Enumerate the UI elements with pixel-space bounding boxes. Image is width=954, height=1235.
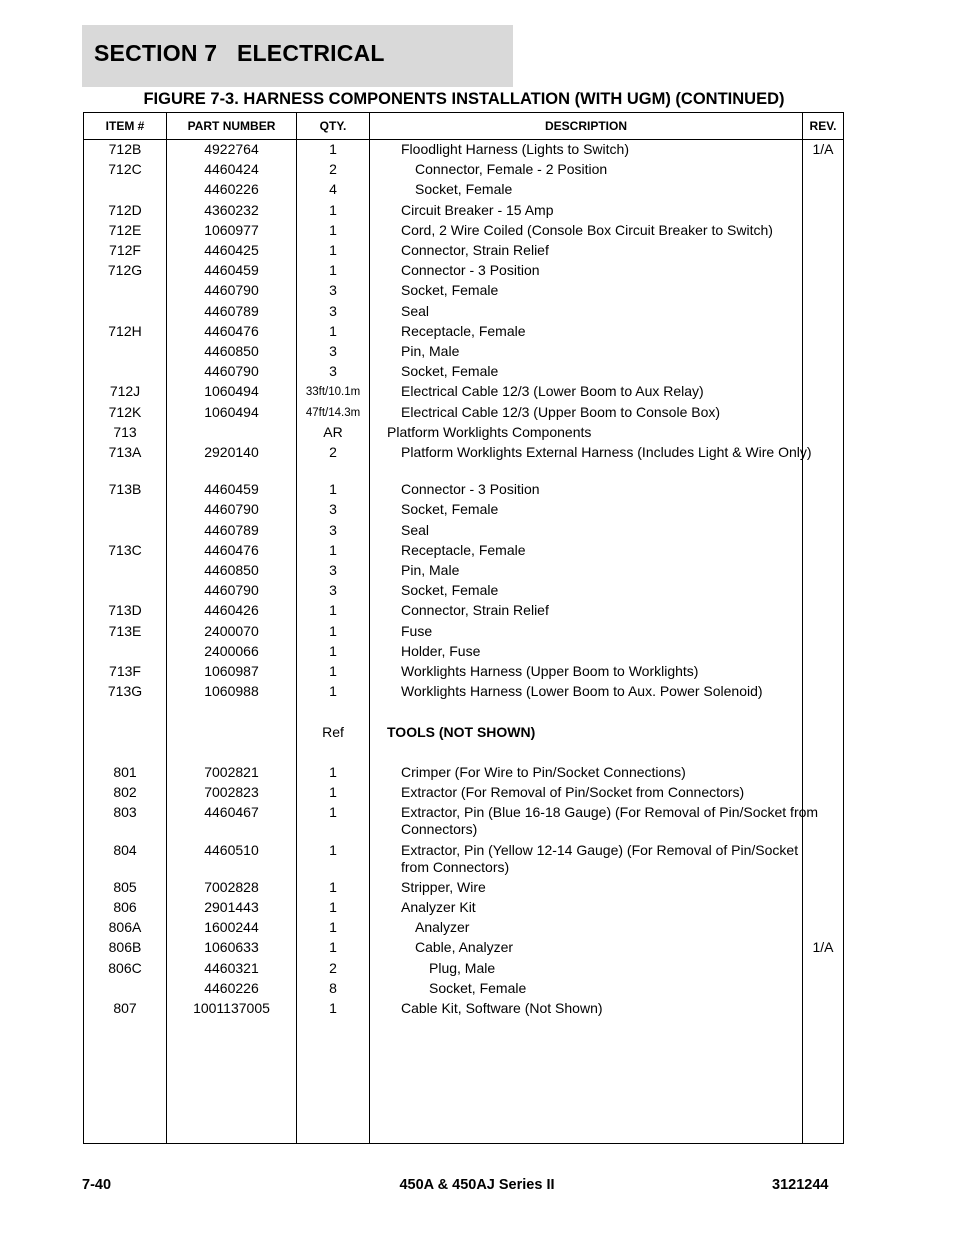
item-cell: 712D (108, 201, 142, 218)
description-cell: Cable, Analyzer (415, 939, 514, 956)
item-cell: 805 (113, 878, 137, 895)
qty-cell: 33ft/10.1m (305, 386, 361, 399)
item-cell: 712K (108, 403, 142, 420)
description-cell: Holder, Fuse (401, 642, 481, 659)
qty-cell: 2 (329, 444, 337, 460)
qty-cell: 1 (329, 878, 337, 895)
part-number-cell: 4460424 (204, 161, 259, 178)
description-cell: Socket, Female (401, 501, 499, 518)
part-number-cell: 1600244 (204, 919, 259, 936)
item-cell: 713A (108, 444, 142, 460)
part-number-cell: 4460467 (204, 804, 259, 821)
description-cell: Fuse (401, 622, 433, 639)
qty-cell: 1 (329, 322, 337, 339)
part-number-cell: 4460850 (204, 343, 259, 359)
part-number-cell: 1001137005 (193, 1000, 270, 1016)
description-cell: Connector, Strain Relief (401, 602, 549, 619)
part-number-cell: 4460790 (204, 501, 259, 518)
description-cell: Stripper, Wire (401, 878, 486, 895)
header-description: DESCRIPTION (544, 119, 627, 133)
part-number-cell: 1060977 (204, 221, 259, 238)
description-cell: Floodlight Harness (Lights to Switch) (401, 141, 629, 157)
qty-cell: 1 (329, 1000, 337, 1016)
description-cell: Receptacle, Female (401, 541, 526, 558)
header-qty: QTY. (319, 119, 347, 133)
item-cell: 712E (108, 221, 142, 238)
part-number-cell: 4922764 (204, 141, 259, 157)
parts-table (83, 112, 844, 1144)
qty-cell: 1 (329, 141, 337, 157)
column-divider (369, 113, 370, 1143)
qty-cell: 3 (329, 282, 337, 299)
item-cell: 712F (109, 242, 141, 258)
description-cell: Pin, Male (401, 343, 460, 359)
description-cell: Socket, Female (401, 363, 499, 380)
qty-cell: 1 (329, 262, 337, 279)
item-cell: 713E (108, 622, 142, 639)
qty-cell: 1 (329, 201, 337, 218)
qty-cell: 4 (329, 181, 337, 198)
qty-cell: 1 (329, 541, 337, 558)
qty-cell: 3 (329, 562, 337, 578)
footer-page-number: 7-40 (82, 1177, 112, 1193)
header-item: ITEM # (105, 119, 145, 133)
description-cell: Platform Worklights External Harness (Includes Light & Wire Only) (401, 444, 812, 460)
item-cell: 803 (113, 804, 137, 821)
qty-cell: 1 (329, 622, 337, 639)
description-cell: Extractor, Pin (Blue 16-18 Gauge) (For Removal of Pin/Socket from Connectors) (401, 804, 819, 838)
part-number-cell: 4460321 (204, 959, 259, 976)
qty-cell: 3 (329, 501, 337, 518)
part-number-cell: 1060988 (204, 683, 259, 700)
item-cell: 713F (109, 663, 141, 679)
part-number-cell: 7002821 (204, 764, 259, 780)
item-cell: 712G (107, 262, 143, 279)
part-number-cell: 2400066 (204, 642, 259, 659)
item-cell: 713B (108, 481, 142, 498)
description-cell: Seal (401, 521, 430, 538)
qty-cell: 3 (329, 363, 337, 380)
part-number-cell: 7002823 (204, 784, 259, 801)
item-cell: 713C (108, 541, 142, 558)
item-cell: 712H (108, 322, 142, 339)
qty-cell: 3 (329, 302, 337, 319)
item-cell: 806A (108, 919, 142, 936)
part-number-cell: 4460425 (204, 242, 259, 258)
qty-cell: 1 (329, 899, 337, 915)
qty-cell: 1 (329, 242, 337, 258)
description-cell: Socket, Female (401, 282, 499, 299)
part-number-cell: 4460459 (204, 481, 259, 498)
part-number-cell: 2901443 (204, 899, 259, 915)
description-cell: Electrical Cable 12/3 (Lower Boom to Aux Relay) (401, 383, 704, 400)
description-cell: Connector, Strain Relief (401, 242, 549, 258)
part-number-cell: 4460226 (204, 181, 259, 198)
part-number-cell: 4460790 (204, 582, 259, 599)
description-cell: Socket, Female (429, 979, 527, 996)
item-cell: 806B (108, 939, 142, 956)
part-number-cell: 1060633 (204, 939, 259, 956)
tools-heading: TOOLS (NOT SHOWN) (387, 723, 536, 740)
qty-cell: 1 (329, 841, 337, 858)
description-cell: Seal (401, 302, 430, 319)
part-number-cell: 4360232 (204, 201, 259, 218)
qty-cell: 1 (329, 663, 337, 679)
rev-cell: 1/A (812, 939, 834, 956)
item-cell: 804 (113, 841, 137, 858)
qty-cell: 1 (329, 804, 337, 821)
qty-cell: 47ft/14.3m (305, 406, 361, 419)
qty-cell: 3 (329, 343, 337, 359)
qty-cell: 1 (329, 764, 337, 780)
figure-title: FIGURE 7-3. HARNESS COMPONENTS INSTALLATION (WITH UGM) (CONTINUED) (143, 90, 785, 108)
description-cell: Connector, Female - 2 Position (415, 161, 608, 178)
description-cell: Cable Kit, Software (Not Shown) (401, 1000, 603, 1016)
item-cell: 806C (108, 959, 142, 976)
header-part-number: PART NUMBER (187, 119, 276, 133)
qty-cell: 2 (329, 959, 337, 976)
item-cell: 802 (113, 784, 137, 801)
part-number-cell: 4460790 (204, 363, 259, 380)
description-cell: Connector - 3 Position (401, 481, 540, 498)
qty-cell: 1 (329, 602, 337, 619)
part-number-cell: 4460476 (204, 322, 259, 339)
item-cell: 713D (108, 602, 142, 619)
part-number-cell: 1060987 (204, 663, 259, 679)
part-number-cell: 4460790 (204, 282, 259, 299)
item-cell: 806 (113, 899, 137, 915)
qty-cell: 1 (329, 221, 337, 238)
rev-cell: 1/A (812, 141, 834, 157)
description-cell: Connector - 3 Position (401, 262, 540, 279)
part-number-cell: 2920140 (204, 444, 259, 460)
item-cell: 801 (113, 764, 137, 780)
description-cell: Platform Worklights Components (387, 423, 592, 440)
description-cell: Extractor (For Removal of Pin/Socket from Connectors) (401, 784, 745, 801)
part-number-cell: 4460789 (204, 521, 259, 538)
part-number-cell: 4460850 (204, 562, 259, 578)
part-number-cell: 4460426 (204, 602, 259, 619)
item-cell: 713G (107, 683, 143, 700)
header-divider (84, 139, 843, 140)
part-number-cell: 1060494 (204, 403, 259, 420)
qty-cell: 1 (329, 784, 337, 801)
part-number-cell: 2400070 (204, 622, 259, 639)
description-cell: Worklights Harness (Upper Boom to Worklights) (401, 663, 699, 679)
item-cell: 712B (108, 141, 142, 157)
qty-cell: 8 (329, 979, 337, 996)
description-cell: Pin, Male (401, 562, 460, 578)
item-cell: 713 (113, 423, 137, 440)
part-number-cell: 4460226 (204, 979, 259, 996)
description-cell: Plug, Male (429, 959, 496, 976)
description-cell: Analyzer Kit (401, 899, 476, 915)
description-cell: Cord, 2 Wire Coiled (Console Box Circuit Breaker to Switch) (401, 221, 773, 238)
qty-cell: Ref (322, 723, 344, 740)
part-number-cell: 4460459 (204, 262, 259, 279)
description-cell: Socket, Female (415, 181, 513, 198)
description-cell: Crimper (For Wire to Pin/Socket Connections) (401, 764, 686, 780)
part-number-cell: 1060494 (204, 383, 259, 400)
part-number-cell: 7002828 (204, 878, 259, 895)
qty-cell: 1 (329, 683, 337, 700)
part-number-cell: 4460510 (204, 841, 259, 858)
description-cell: Circuit Breaker - 15 Amp (401, 201, 554, 218)
qty-cell: AR (323, 423, 343, 440)
qty-cell: 1 (329, 939, 337, 956)
footer-doc-number: 3121244 (772, 1177, 829, 1193)
description-cell: Receptacle, Female (401, 322, 526, 339)
item-cell: 807 (113, 1000, 137, 1016)
footer-model: 450A & 450AJ Series II (399, 1177, 555, 1193)
qty-cell: 3 (329, 582, 337, 599)
section-title: SECTION 7 ELECTRICAL (94, 40, 385, 66)
item-cell: 712C (108, 161, 142, 178)
header-rev: REV. (809, 119, 837, 133)
qty-cell: 1 (329, 481, 337, 498)
description-cell: Worklights Harness (Lower Boom to Aux. Power Solenoid) (401, 683, 763, 700)
item-cell: 712J (109, 383, 141, 400)
description-cell: Electrical Cable 12/3 (Upper Boom to Console Box) (401, 403, 721, 420)
description-cell: Socket, Female (401, 582, 499, 599)
qty-cell: 1 (329, 642, 337, 659)
qty-cell: 3 (329, 521, 337, 538)
qty-cell: 1 (329, 919, 337, 936)
part-number-cell: 4460476 (204, 541, 259, 558)
description-cell: Analyzer (415, 919, 470, 936)
qty-cell: 2 (329, 161, 337, 178)
part-number-cell: 4460789 (204, 302, 259, 319)
description-cell: Extractor, Pin (Yellow 12-14 Gauge) (For Removal of Pin/Socket from Connectors) (401, 841, 799, 875)
